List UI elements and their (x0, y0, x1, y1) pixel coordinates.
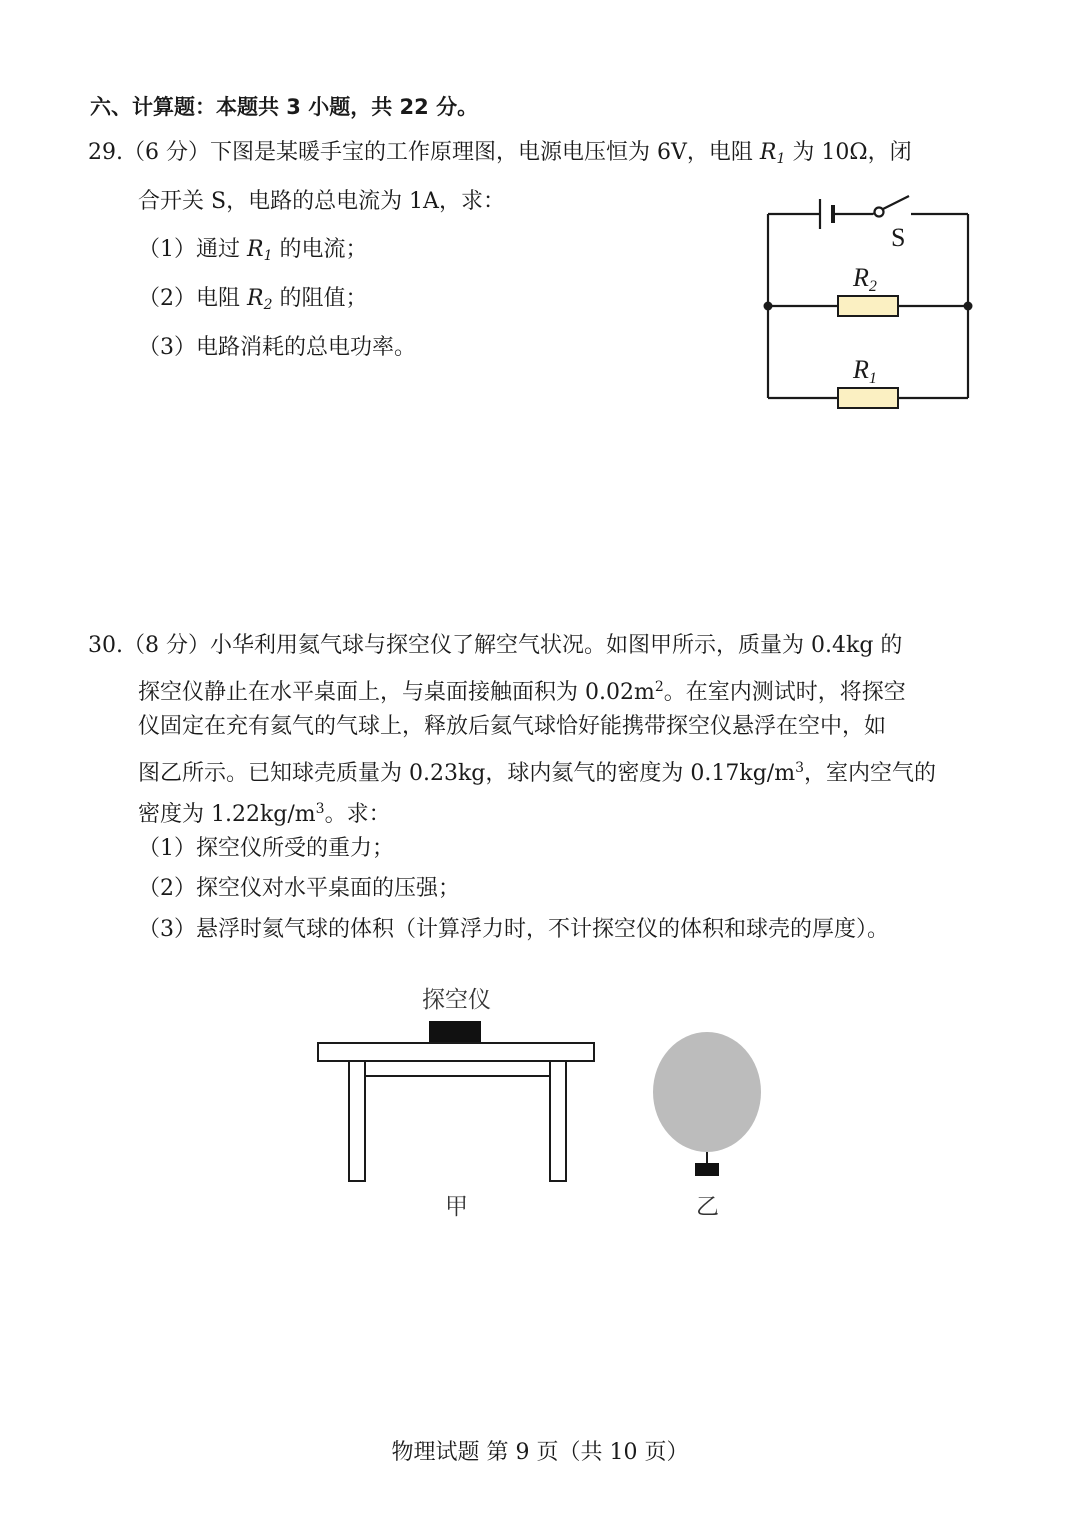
circuit-diagram (755, 185, 985, 410)
r1-subscript: 1 (263, 248, 273, 264)
q29-sub-3: （3）电路消耗的总电功率。 (138, 335, 416, 360)
q30-figure (300, 975, 780, 1225)
q29-text: 为 10Ω，闭 (785, 140, 912, 165)
table-leg-left (349, 1061, 365, 1181)
switch-contact (875, 208, 884, 217)
q30-text: 密度为 1.22kg/m (138, 802, 316, 827)
q30-score: （8 分） (123, 633, 210, 658)
table-top (318, 1043, 594, 1061)
r1-label: R1 (853, 355, 877, 387)
junction-left (764, 302, 773, 311)
q30-line-2 (138, 672, 906, 708)
q29-number: 29. (88, 140, 123, 165)
q29-sub-text: 的阻值； (272, 286, 368, 311)
r-symbol: R (759, 140, 777, 165)
switch-label: S (891, 223, 906, 252)
device-label: 探空仪 (422, 987, 491, 1013)
q30-text: ，室内空气的 (803, 761, 936, 786)
q30-line-1 (88, 631, 902, 661)
q29-sub-2 (138, 284, 368, 320)
sounding-device-suspended (695, 1163, 719, 1176)
page-footer: 物理试题 第 9 页（共 10 页） (391, 1440, 689, 1465)
q30-line-3: 仪固定在充有氦气的气球上，释放后氦气球恰好能携带探空仪悬浮在空中，如 (138, 714, 887, 739)
q30-line-5 (138, 794, 391, 830)
r-symbol: R (247, 286, 264, 311)
q29-line-1 (88, 138, 912, 174)
r2-subscript: 2 (263, 297, 273, 313)
junction-right (964, 302, 973, 311)
superscript-2: 2 (654, 679, 664, 695)
r2-label: R2 (853, 263, 877, 295)
q30-text: 。在室内测试时，将探空 (663, 680, 906, 705)
section-title: 六、计算题：本题共 3 小题，共 22 分。 (90, 95, 479, 119)
q29-line-2: 合开关 S，电路的总电流为 1A，求： (138, 189, 505, 214)
sounding-device (429, 1021, 481, 1043)
r1-subscript: 1 (776, 151, 786, 167)
q30-line-4 (138, 753, 936, 789)
r-symbol: R (247, 237, 264, 262)
q29-sub-text: （2）电阻 (138, 286, 247, 311)
q30-text: 小华利用氦气球与探空仪了解空气状况。如图甲所示，质量为 0.4kg 的 (210, 633, 903, 658)
q29-sub-text: （1）通过 (138, 237, 247, 262)
q30-sub-3: （3）悬浮时氦气球的体积（计算浮力时，不计探空仪的体积和球壳的厚度）。 (138, 917, 889, 942)
caption-yi: 乙 (696, 1194, 719, 1220)
q29-sub-text: 的电流； (272, 237, 368, 262)
q30-text: 。求： (324, 802, 391, 827)
q30-text: 图乙所示。已知球壳质量为 0.23kg，球内氦气的密度为 0.17kg/m (138, 761, 796, 786)
q30-text: 探空仪静止在水平桌面上，与桌面接触面积为 0.02m (138, 680, 655, 705)
q29-sub-1 (138, 235, 368, 271)
resistor-r2 (838, 296, 898, 316)
resistor-r1 (838, 388, 898, 408)
q30-sub-1: （1）探空仪所受的重力； (138, 836, 394, 861)
caption-jia: 甲 (445, 1194, 468, 1220)
helium-balloon (653, 1032, 761, 1152)
q30-number: 30. (88, 633, 123, 658)
superscript-3: 3 (315, 801, 325, 817)
q29-text: 下图是某暖手宝的工作原理图，电源电压恒为 6V，电阻 (210, 140, 760, 165)
q29-score: （6 分） (123, 140, 210, 165)
q30-sub-2: （2）探空仪对水平桌面的压强； (138, 876, 460, 901)
table-leg-right (550, 1061, 566, 1181)
superscript-3: 3 (795, 760, 804, 776)
